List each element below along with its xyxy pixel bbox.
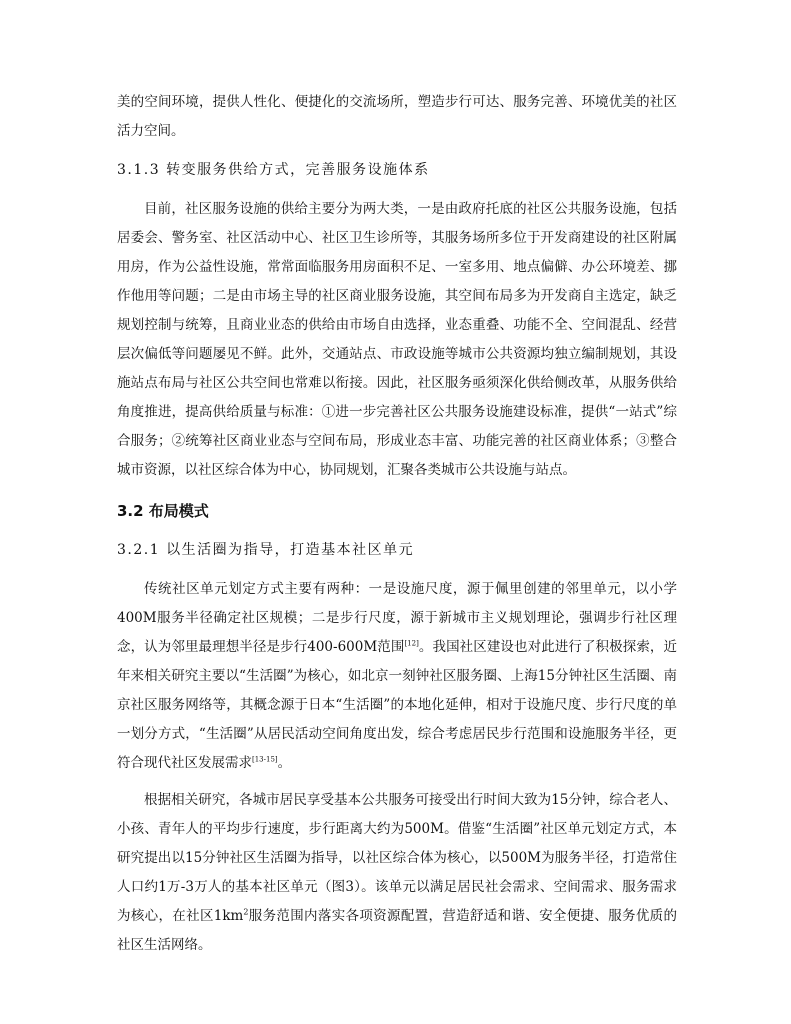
paragraph-3-2-1-a-text-2: 。我国社区建设也对此进行了积极探索，近年来相关研究主要以“生活圈”为核心，如北京一刻钟社区服务圈、上海15分钟社区生活圈、南京社区服务网络等，其概念源于日本“生活圈”的本地化延伸，相对于设施尺度、步行尺度的单一划分方式，“生活圈”从居民活动空间角度出发，综合考虑居民步行范围和设施服务半径，更符合现代社区发展需求 (117, 639, 678, 771)
citation-ref-13-15: [13-15] (252, 755, 278, 764)
paragraph-3-2-1-a (117, 575, 677, 778)
superscript-squared: 2 (243, 907, 249, 917)
heading-3-2-1: 3.2.1 以生活圈为指导，打造基本社区单元 (117, 542, 415, 558)
heading-3-2: 3.2 布局模式 (117, 502, 209, 520)
paragraph-3-1-3: 目前，社区服务设施的供给主要分为两大类，一是由政府托底的社区公共服务设施，包括居委会、警务室、社区活动中心、社区卫生诊所等，其服务场所多位于开发商建设的社区附属用房，作为公益性设施，常常面临服务用房面积不足、一室多用、地点偏僻、办公环境差、挪作他用等问题；二是由市场主导的社区商业服务设施，其空间布局多为开发商自主选定，缺乏规划控制与统筹，且商业业态的供给由市场自由选择，业态重叠、功能不全、空间混乱、经营层次偏低等问题屡见不鲜。此外，交通站点、市政设施等城市公共资源均独立编制规划，其设施站点布局与社区公共空间也常难以衔接。因此，社区服务亟须深化供给侧改革，从服务供给角度推进，提高供给质量与标准：①进一步完善社区公共服务设施建设标准，提供“一站式”综合服务；②统筹社区商业业态与空间布局，形成业态丰富、功能完善的社区商业体系；③整合城市资源，以社区综合体为中心，协同规划，汇聚各类城市公共设施与站点。 (117, 201, 677, 478)
paragraph-3-2-1-a-text-3: 。 (277, 755, 292, 771)
paragraph-3-2-1-b-text-2: 服务范围内落实各项资源配置，营造舒适和谐、安全便捷、服务优质的社区生活网络。 (117, 908, 677, 953)
paragraph-continuation: 美的空间环境，提供人性化、便捷化的交流场所，塑造步行可达、服务完善、环境优美的社区活力空间。 (117, 94, 677, 139)
document-page (117, 88, 677, 960)
paragraph-3-2-1-a-text-1: 传统社区单元划定方式主要有两种：一是设施尺度，源于佩里创建的邻里单元，以小学400M服务半径确定社区规模；二是步行尺度，源于新城市主义规划理论，强调步行社区理念，认为邻里最理想半径是步行400-600M范围 (117, 581, 677, 655)
citation-ref-12: [12] (404, 639, 419, 648)
paragraph-3-2-1-b (117, 786, 677, 960)
paragraph-3-2-1-b-text-1: 根据相关研究，各城市居民享受基本公共服务可接受出行时间大致为15分钟，综合老人、小孩、青年人的平均步行速度，步行距离大约为500M。借鉴“生活圈”社区单元划定方式，本研究提出以15分钟社区生活圈为指导，以社区综合体为核心，以500M为服务半径，打造常住人口约1万-3万人的基本社区单元（图3）。该单元以满足居民社会需求、空间需求、服务需求为核心，在社区1km (117, 792, 677, 924)
heading-3-1-3: 3.1.3 转变服务供给方式，完善服务设施体系 (117, 162, 430, 178)
